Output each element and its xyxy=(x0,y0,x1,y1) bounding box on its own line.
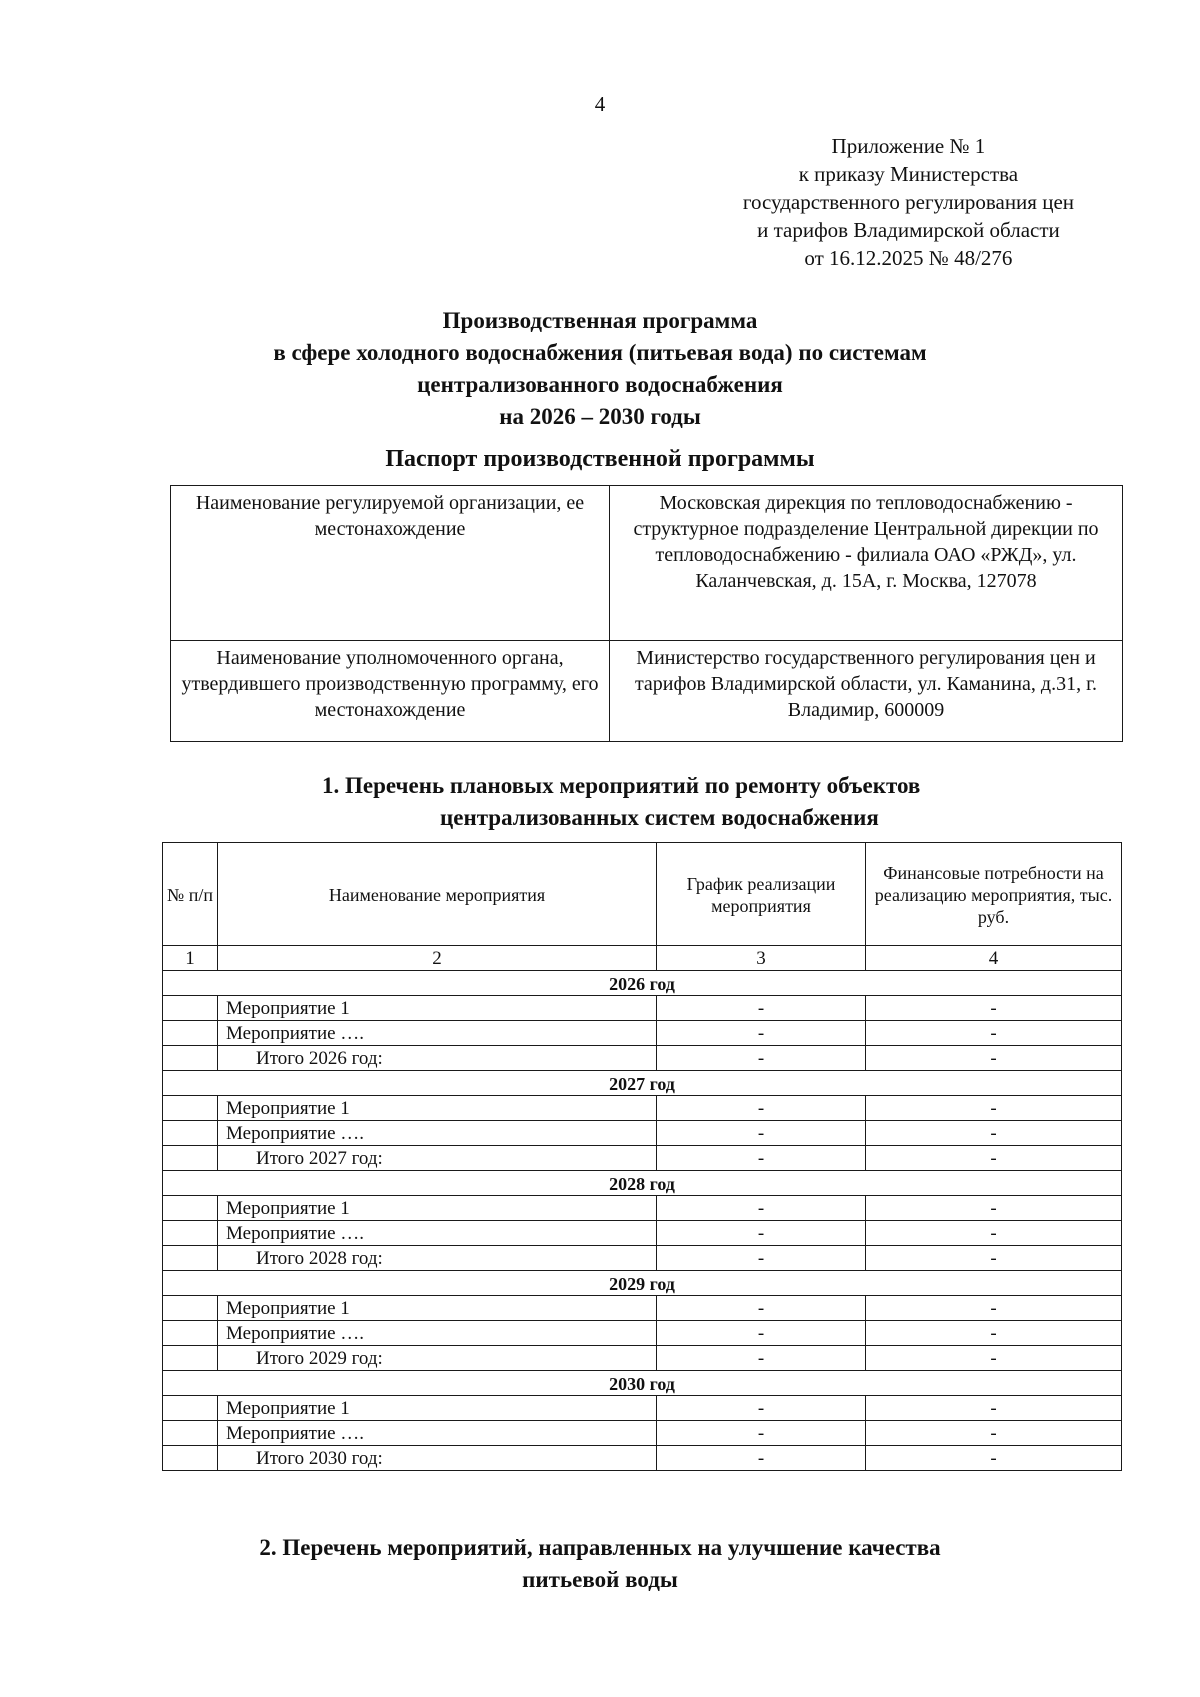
table-row xyxy=(163,996,1122,1021)
event-cost: - xyxy=(866,1021,1122,1046)
appendix-line: к приказу Министерства xyxy=(798,162,1019,186)
col-header-name: Наименование мероприятия xyxy=(218,843,657,946)
table-row xyxy=(163,1121,1122,1146)
table-row xyxy=(163,1296,1122,1321)
event-cost: - xyxy=(866,1096,1122,1121)
passport-heading: Паспорт производственной программы xyxy=(385,446,815,472)
event-schedule: - xyxy=(657,1421,866,1446)
event-name: Мероприятие …. xyxy=(218,1321,657,1346)
passport-row xyxy=(171,486,1123,641)
year-label: 2027 год xyxy=(163,1071,1122,1096)
total-cost: - xyxy=(866,1046,1122,1071)
event-cost: - xyxy=(866,1296,1122,1321)
event-cost: - xyxy=(866,996,1122,1021)
row-number xyxy=(163,1246,218,1271)
passport-value: Министерство государственного регулирования цен и тарифов Владимирской области, ул. Каманина, д.31, г. Владимир, 600009 xyxy=(610,641,1123,742)
total-schedule: - xyxy=(657,1246,866,1271)
total-label: Итого 2028 год: xyxy=(218,1246,657,1271)
total-schedule: - xyxy=(657,1046,866,1071)
event-name: Мероприятие …. xyxy=(218,1421,657,1446)
col-header-schedule: График реализации мероприятия xyxy=(657,843,866,946)
section1-heading-line: 1. Перечень плановых мероприятий по ремонту объектов xyxy=(322,773,921,798)
year-label: 2028 год xyxy=(163,1171,1122,1196)
appendix-line: и тарифов Владимирской области xyxy=(757,218,1060,242)
row-number xyxy=(163,1396,218,1421)
title-line: Производственная программа xyxy=(442,308,758,333)
event-name: Мероприятие 1 xyxy=(218,1196,657,1221)
event-name: Мероприятие 1 xyxy=(218,996,657,1021)
event-schedule: - xyxy=(657,1021,866,1046)
plan-column-number-row xyxy=(163,946,1122,971)
table-row xyxy=(163,1096,1122,1121)
appendix-header xyxy=(743,132,1074,272)
row-number xyxy=(163,1296,218,1321)
event-name: Мероприятие 1 xyxy=(218,1396,657,1421)
year-row xyxy=(163,1371,1122,1396)
table-row xyxy=(163,1221,1122,1246)
appendix-line: Приложение № 1 xyxy=(831,134,986,158)
page-number: 4 xyxy=(594,92,606,116)
row-number xyxy=(163,1446,218,1471)
row-number xyxy=(163,1196,218,1221)
table-row xyxy=(163,1021,1122,1046)
section2-heading-line: 2. Перечень мероприятий, направленных на улучшение качества xyxy=(259,1535,941,1560)
event-name: Мероприятие …. xyxy=(218,1221,657,1246)
passport-label: Наименование уполномоченного органа, утвердившего производственную программу, его местонахождение xyxy=(171,641,610,742)
col-header-number: № п/п xyxy=(163,843,218,946)
total-row xyxy=(163,1346,1122,1371)
passport-table xyxy=(170,485,1123,742)
row-number xyxy=(163,996,218,1021)
total-row xyxy=(163,1046,1122,1071)
event-schedule: - xyxy=(657,1296,866,1321)
total-label: Итого 2026 год: xyxy=(218,1046,657,1071)
total-label: Итого 2027 год: xyxy=(218,1146,657,1171)
appendix-line: от 16.12.2025 № 48/276 xyxy=(804,246,1013,270)
table-row xyxy=(163,1421,1122,1446)
title-line: централизованного водоснабжения xyxy=(417,372,783,397)
total-schedule: - xyxy=(657,1446,866,1471)
event-schedule: - xyxy=(657,1121,866,1146)
year-row xyxy=(163,1071,1122,1096)
table-row xyxy=(163,1396,1122,1421)
event-schedule: - xyxy=(657,1196,866,1221)
total-label: Итого 2029 год: xyxy=(218,1346,657,1371)
total-cost: - xyxy=(866,1146,1122,1171)
table-row xyxy=(163,1321,1122,1346)
year-label: 2030 год xyxy=(163,1371,1122,1396)
event-cost: - xyxy=(866,1321,1122,1346)
total-schedule: - xyxy=(657,1146,866,1171)
event-name: Мероприятие 1 xyxy=(218,1296,657,1321)
title-line: в сфере холодного водоснабжения (питьевая вода) по системам xyxy=(273,340,927,365)
section1-heading-line: централизованных систем водоснабжения xyxy=(440,805,879,830)
column-number: 1 xyxy=(163,946,218,971)
event-cost: - xyxy=(866,1396,1122,1421)
event-name: Мероприятие …. xyxy=(218,1121,657,1146)
passport-value: Московская дирекция по тепловодоснабжению - структурное подразделение Центральной дирекции по тепловодоснабжению - филиала ОАО «РЖД», ул. Каланчевская, д. 15А, г. Москва, 127078 xyxy=(610,486,1123,641)
plan-header-row xyxy=(163,843,1122,946)
column-number: 2 xyxy=(218,946,657,971)
section2-heading xyxy=(0,1532,1200,1596)
event-schedule: - xyxy=(657,1096,866,1121)
row-number xyxy=(163,1121,218,1146)
year-label: 2029 год xyxy=(163,1271,1122,1296)
event-name: Мероприятие 1 xyxy=(218,1096,657,1121)
event-name: Мероприятие …. xyxy=(218,1021,657,1046)
event-cost: - xyxy=(866,1221,1122,1246)
title-line: на 2026 – 2030 годы xyxy=(499,404,701,429)
event-cost: - xyxy=(866,1196,1122,1221)
row-number xyxy=(163,1346,218,1371)
event-schedule: - xyxy=(657,1321,866,1346)
row-number xyxy=(163,1146,218,1171)
event-cost: - xyxy=(866,1421,1122,1446)
total-cost: - xyxy=(866,1346,1122,1371)
year-row xyxy=(163,1271,1122,1296)
event-cost: - xyxy=(866,1121,1122,1146)
year-label: 2026 год xyxy=(163,971,1122,996)
row-number xyxy=(163,1096,218,1121)
row-number xyxy=(163,1046,218,1071)
total-schedule: - xyxy=(657,1346,866,1371)
total-label: Итого 2030 год: xyxy=(218,1446,657,1471)
event-schedule: - xyxy=(657,1396,866,1421)
total-row xyxy=(163,1446,1122,1471)
passport-row xyxy=(171,641,1123,742)
event-schedule: - xyxy=(657,1221,866,1246)
total-row xyxy=(163,1146,1122,1171)
row-number xyxy=(163,1421,218,1446)
section2-heading-line: питьевой воды xyxy=(522,1567,678,1592)
section1-heading xyxy=(0,770,1200,834)
year-row xyxy=(163,1171,1122,1196)
total-cost: - xyxy=(866,1246,1122,1271)
appendix-line: государственного регулирования цен xyxy=(742,190,1074,214)
year-row xyxy=(163,971,1122,996)
passport-label: Наименование регулируемой организации, ее местонахождение xyxy=(171,486,610,641)
row-number xyxy=(163,1021,218,1046)
total-row xyxy=(163,1246,1122,1271)
column-number: 3 xyxy=(657,946,866,971)
col-header-cost: Финансовые потребности на реализацию мероприятия, тыс. руб. xyxy=(866,843,1122,946)
plan-table xyxy=(162,842,1122,1471)
column-number: 4 xyxy=(866,946,1122,971)
table-row xyxy=(163,1196,1122,1221)
row-number xyxy=(163,1321,218,1346)
document-title xyxy=(0,305,1200,433)
total-cost: - xyxy=(866,1446,1122,1471)
row-number xyxy=(163,1221,218,1246)
event-schedule: - xyxy=(657,996,866,1021)
